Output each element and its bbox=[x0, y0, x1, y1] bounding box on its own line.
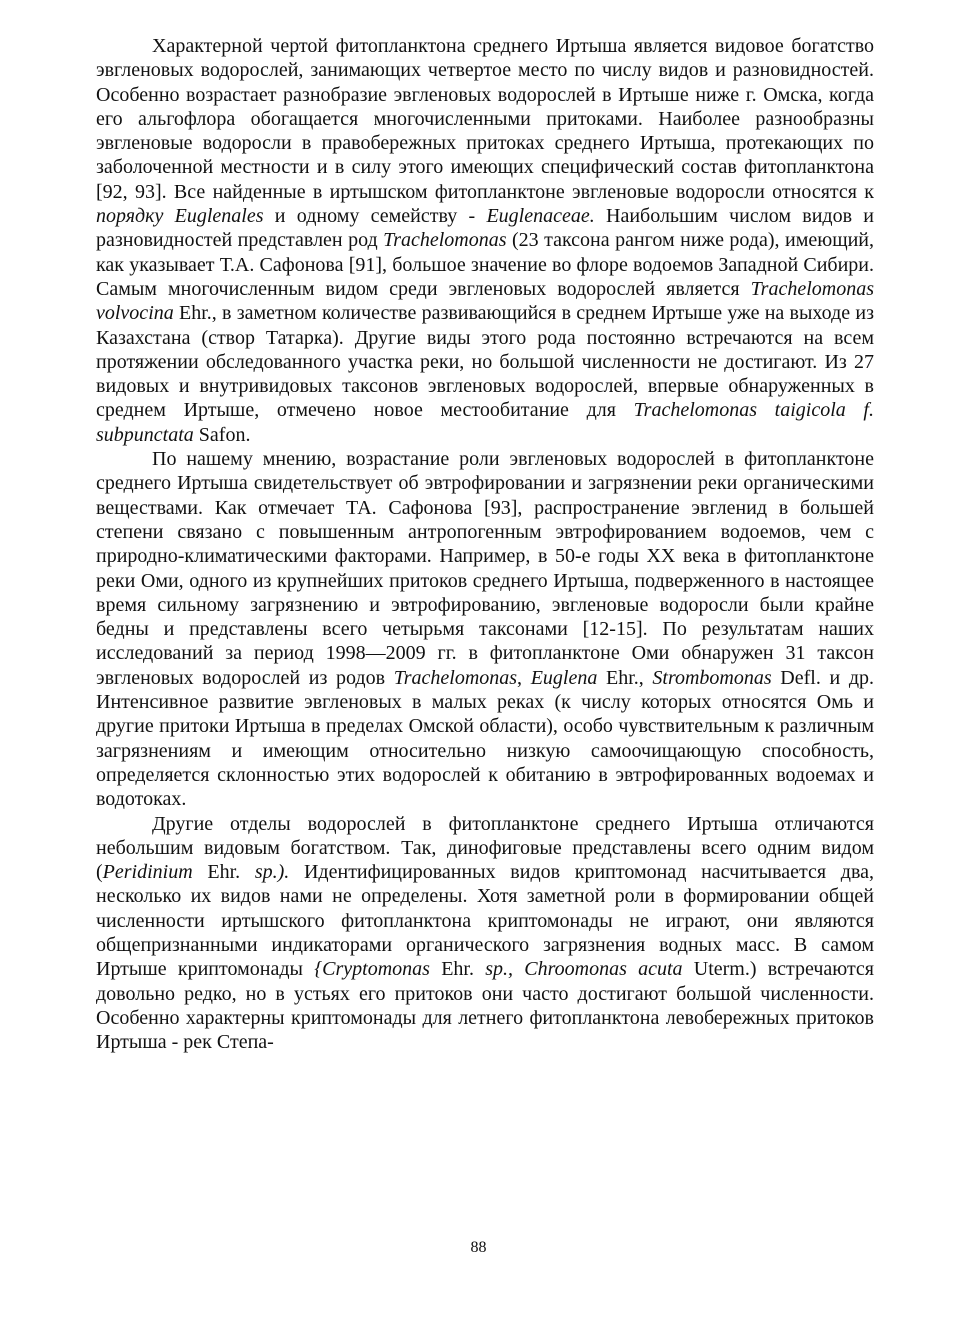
italic-text-run: sp.). bbox=[254, 861, 290, 884]
text-run: Ehr. bbox=[429, 958, 486, 981]
italic-text-run: порядку Euglenales bbox=[96, 205, 264, 228]
italic-text-run: Trachelomonas bbox=[383, 229, 507, 252]
document-body bbox=[96, 34, 874, 1054]
text-run: Другие отделы водорослей в фитопланктоне среднего Иртыша отличаются небольшим видовым богатством. Так, динофиговые представлены всего одним видом ( bbox=[96, 812, 874, 884]
text-run: (23 таксона рангом ниже рода), имеющий, как указывает Т.А. Сафонова [91], большое значение во флоре водоемов Западной Сибири. Самым многочисленным видом среди эвгленовых водорослей является bbox=[96, 229, 875, 300]
text-run: , bbox=[517, 666, 531, 689]
italic-text-run: {Cryptomonas bbox=[314, 958, 430, 981]
italic-text-run: Euglena bbox=[530, 666, 598, 689]
italic-text-run: Strombomonas bbox=[652, 666, 772, 689]
page-number: 88 bbox=[470, 1239, 487, 1256]
italic-text-run: Peridinium bbox=[102, 861, 193, 884]
italic-text-run: sp., Chroomonas acuta bbox=[485, 958, 683, 981]
italic-text-run: Euglenaceae. bbox=[486, 205, 595, 228]
text-run: Характерной чертой фитопланктона среднего Иртыша является видовое богатство эвгленовых водорослей, занимающих четвертое место по числу видов и разновидностей. Особенно возрастает разнобразие эвгленовых водорослей в Иртыше ниже г. Омска, когда его альгофлора обогащается многочисленными притоками. Наиболее разнообразны эвгленовые водоросли в правобережных притоках среднего Иртыша, протекающих по заболоченной местности и в силу этого имеющих специфический состав фитопланктона [92, 93]. Все найденные в иртышском фитопланктоне эвгленовые водоросли относятся к bbox=[96, 35, 874, 203]
paragraph-euglena-diversity bbox=[96, 34, 874, 447]
text-run: Ehr., в заметном количестве развивающийся в среднем Иртыше уже на выходе из Казахстана (створ Татарка). Другие виды этого рода постоянно встречаются на всем протяжении обследованного участка реки, но большой численности не достигают. Из 27 видовых и внутривидовых таксонов эвгленовых водорослей, впервые обнаруженных в среднем Иртыше, отмечено новое местообитание для bbox=[96, 302, 874, 422]
paragraph-eutrophication bbox=[96, 447, 874, 811]
text-run: Идентифицированных видов криптомонад насчитывается два, несколько их видов нами не определены. Хотя заметной роли в формировании общей численности иртышского фитопланктона криптомонады не играют, они являются общепризнанными индикаторами органического загрязнения водных масс. В самом Иртыше криптомонады bbox=[96, 861, 874, 981]
text-run: Defl. и др. Интенсивное развитие эвгленовых в малых реках (к числу которых относятся Омь и другие притоки Иртыша в пределах Омской области), особо чувствительным к различным загрязнениям и имеющим относительно низкую самоочищающую способность, определяется склонностью этих водорослей к обитанию в эвтрофированных водоемах и водотоках. bbox=[96, 666, 874, 811]
text-run: Ehr., bbox=[597, 666, 653, 689]
text-run: Наибольшим числом видов и разновидностей представлен род bbox=[96, 205, 874, 252]
text-run: и одному семейству - bbox=[263, 205, 487, 228]
italic-text-run: Trachelomonas volvocina bbox=[96, 277, 874, 325]
text-run: Safon. bbox=[193, 423, 251, 446]
text-run: Uterm.) встречаются довольно редко, но в устьях его притоков они часто достигают большой численности. Особенно характерны криптомонады для летнего фитопланктона левобережных притоков Иртыша - рек Степа- bbox=[96, 958, 875, 1054]
text-run: Ehr. bbox=[192, 861, 255, 884]
paragraph-other-algae bbox=[96, 812, 874, 1055]
text-run: По нашему мнению, возрастание роли эвгленовых водорослей в фитопланктоне среднего Иртыша свидетельствует об эвтрофировании и загрязнении реки органическими веществами. Как отмечает ТА. Сафонова [93], распространение эвгленид в большей степени связано с повышенным антропогенным эвтрофированием водоемов, чем с природно-климатическими факторами. Например, в 50-е годы XX века в фитопланктоне реки Оми, одного из крупнейших притоков среднего Иртыша, подверженного в настоящее время сильному загрязнению и эвтрофированию, эвгленовые водоросли были крайне бедны и представлены всего четырьмя таксонами [12-15]. По результатам наших исследований за период 1998—2009 гг. в фитопланктоне Оми обнаружен 31 таксон эвгленовых водорослей из родов bbox=[96, 448, 874, 689]
italic-text-run: Trachelomonas bbox=[393, 666, 518, 689]
italic-text-run: Trachelomonas taigicola f. subpunctata bbox=[96, 399, 874, 446]
